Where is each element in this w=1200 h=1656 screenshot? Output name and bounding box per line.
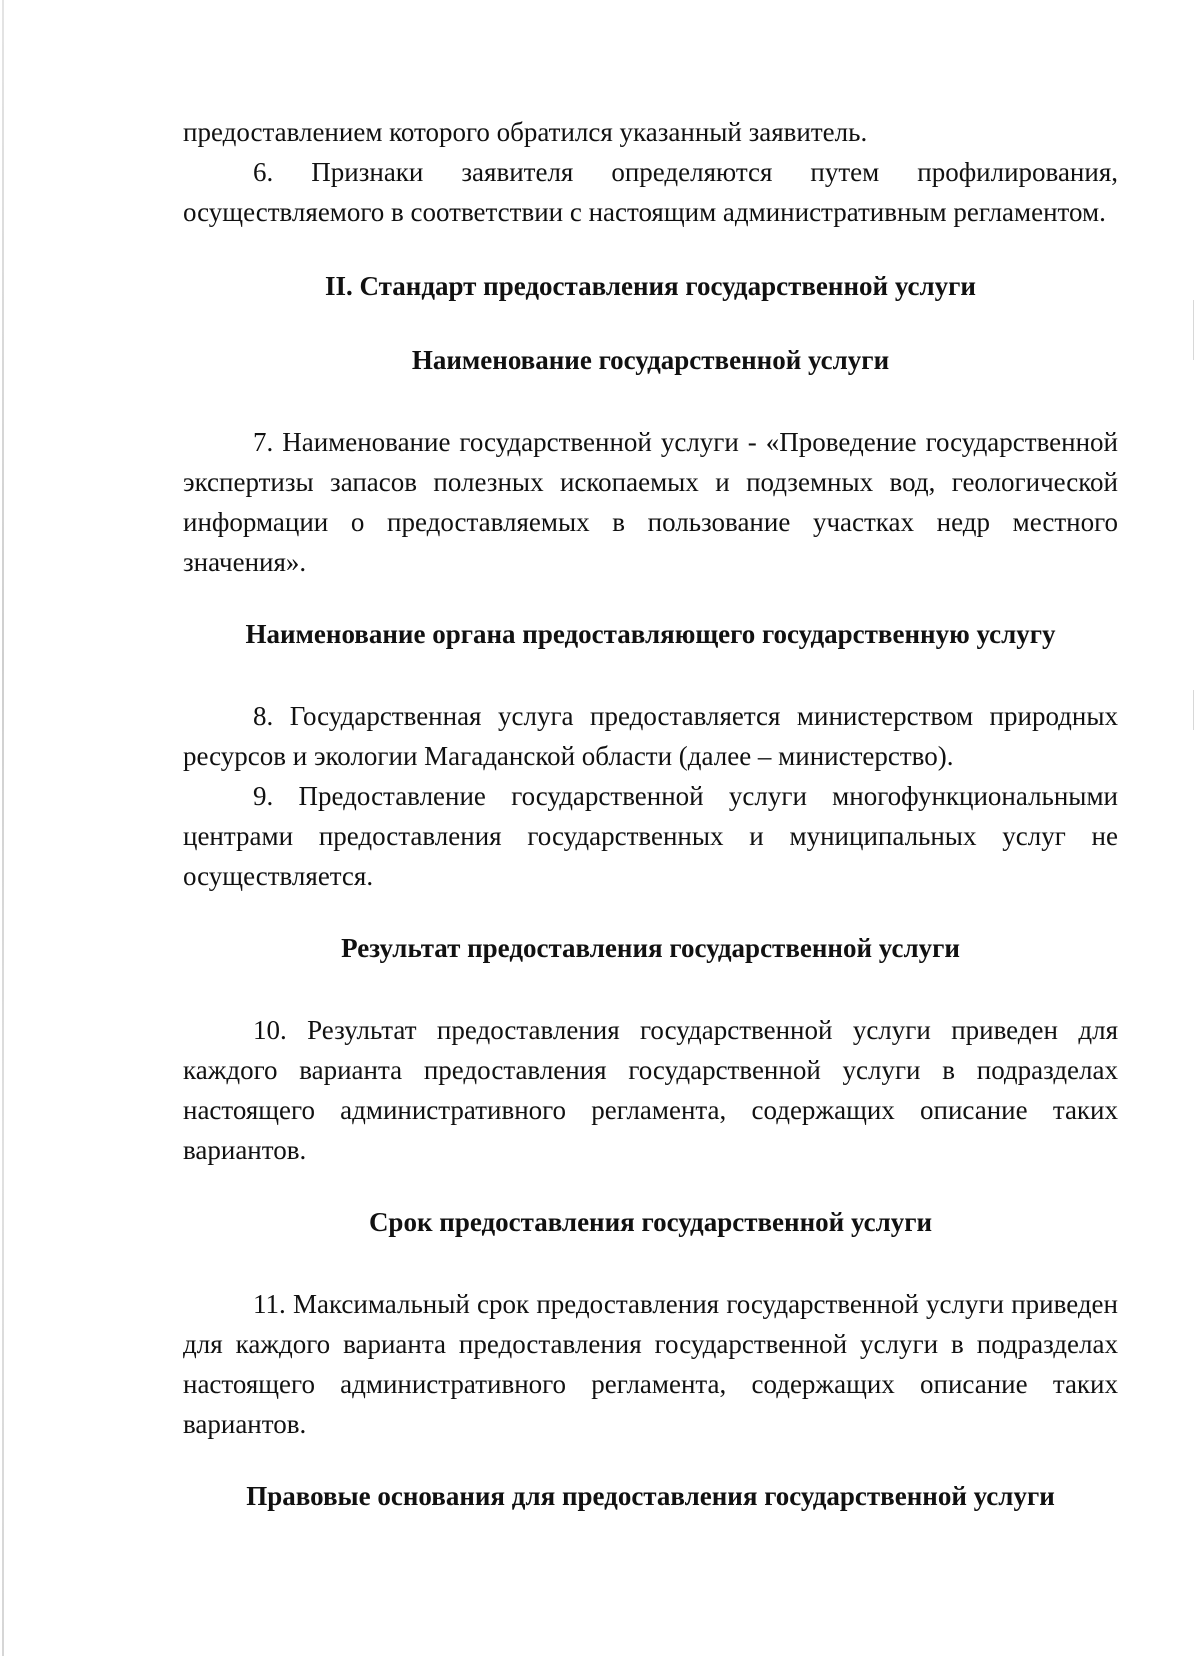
paragraph-11: 11. Максимальный срок предоставления государственной услуги приведен для каждого варианта предоставления государственной услуги в подразделах настоящего административного регламента, содержащих описание таких вариантов. [183, 1289, 1118, 1439]
paragraph-9: 9. Предоставление государственной услуги многофункциональными центрами предоставления государственных и муниципальных услуг не осуществляется. [183, 781, 1118, 891]
paragraph-6: 6. Признаки заявителя определяются путем профилирования, осуществляемого в соответствии с настоящим административным регламентом. [183, 157, 1118, 227]
document-body [183, 112, 1118, 1516]
paragraph-10: 10. Результат предоставления государственной услуги приведен для каждого варианта предоставления государственной услуги в подразделах настоящего административного регламента, содержащих описание таких вариантов. [183, 1015, 1118, 1165]
paragraph-continuation: предоставлением которого обратился указанный заявитель. [183, 117, 868, 147]
section-title: II. Стандарт предоставления государственной услуги [325, 271, 976, 301]
subsection-heading: Наименование органа предоставляющего государственную услугу [245, 619, 1056, 649]
subsection-heading: Срок предоставления государственной услуги [368, 1207, 933, 1237]
scan-artifact-mark [1193, 690, 1194, 730]
subsection-heading: Правовые основания для предоставления государственной услуги [246, 1481, 1055, 1511]
paragraph-7: 7. Наименование государственной услуги - «Проведение государственной экспертизы запасов полезных ископаемых и подземных вод, геологической информации о предоставляемых в пользование участках недр местного значения». [183, 427, 1118, 577]
paragraph-8: 8. Государственная услуга предоставляется министерством природных ресурсов и экологии Магаданской области (далее – министерство). [183, 701, 1118, 771]
scan-left-edge [2, 0, 4, 1656]
subsection-heading: Наименование государственной услуги [411, 345, 890, 375]
subsection-heading: Результат предоставления государственной услуги [341, 933, 960, 963]
scan-artifact-mark [1193, 300, 1194, 360]
